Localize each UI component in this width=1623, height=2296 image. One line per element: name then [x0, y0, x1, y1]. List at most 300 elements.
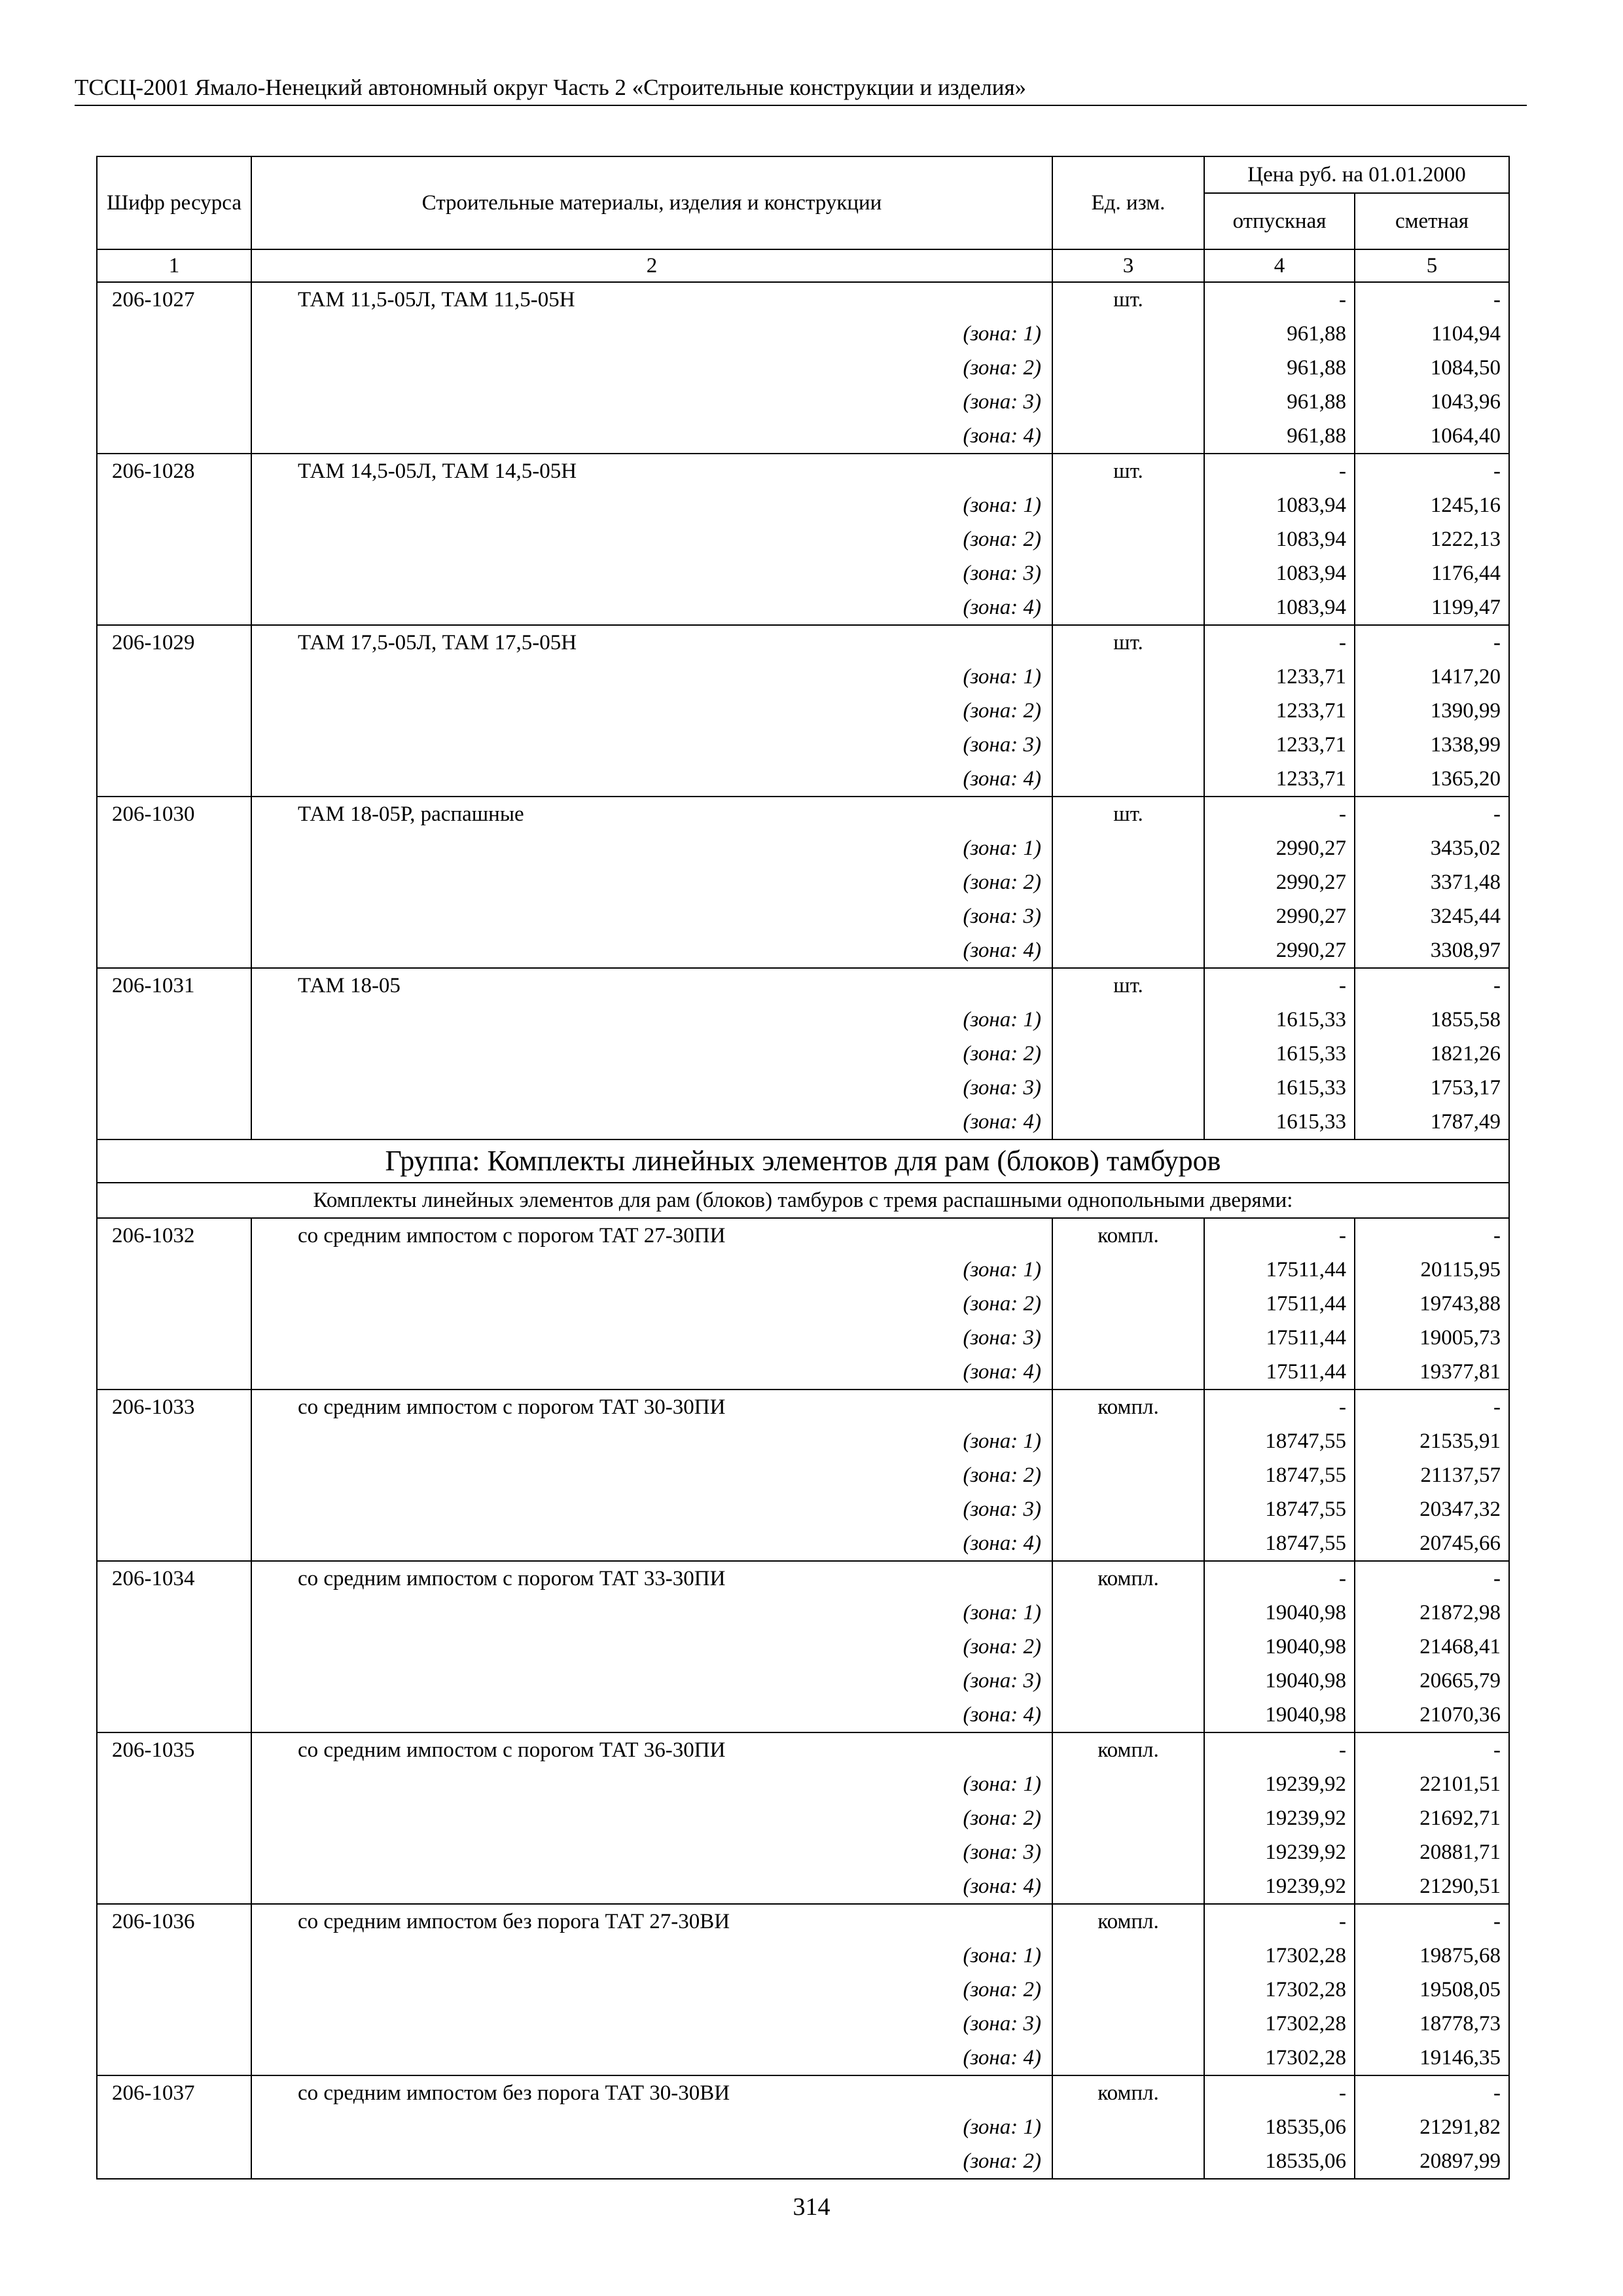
resource-code: 206-1031	[97, 968, 251, 1003]
estimate-price: 3371,48	[1355, 865, 1509, 899]
resource-row	[97, 968, 1509, 1003]
zone-label: (зона: 2)	[251, 1287, 1052, 1321]
estimate-price: -	[1355, 1390, 1509, 1424]
zone-row	[97, 865, 1509, 899]
empty-cell	[97, 1355, 251, 1390]
empty-cell	[97, 522, 251, 556]
zone-row	[97, 1664, 1509, 1698]
empty-cell	[1052, 2144, 1204, 2179]
release-price: 19239,92	[1204, 1835, 1355, 1869]
zone-label: (зона: 1)	[251, 1767, 1052, 1801]
release-price: 2990,27	[1204, 865, 1355, 899]
release-price: 17302,28	[1204, 1973, 1355, 2007]
zone-row	[97, 2144, 1509, 2179]
zone-label: (зона: 4)	[251, 1698, 1052, 1732]
resource-row	[97, 625, 1509, 660]
release-price: 1083,94	[1204, 522, 1355, 556]
zone-row	[97, 831, 1509, 865]
empty-cell	[1052, 1526, 1204, 1561]
zone-row	[97, 728, 1509, 762]
zone-label: (зона: 1)	[251, 1003, 1052, 1037]
release-price: 1615,33	[1204, 1071, 1355, 1105]
resource-code: 206-1029	[97, 625, 251, 660]
release-price: 18747,55	[1204, 1526, 1355, 1561]
estimate-price: 1064,40	[1355, 419, 1509, 454]
empty-cell	[1052, 1003, 1204, 1037]
col-number: 4	[1204, 249, 1355, 282]
estimate-price: -	[1355, 625, 1509, 660]
release-price: 19239,92	[1204, 1767, 1355, 1801]
release-price: 1233,71	[1204, 762, 1355, 797]
empty-cell	[1052, 1287, 1204, 1321]
estimate-price: 20745,66	[1355, 1526, 1509, 1561]
release-price: 18535,06	[1204, 2144, 1355, 2179]
release-price: 1615,33	[1204, 1037, 1355, 1071]
estimate-price: 20665,79	[1355, 1664, 1509, 1698]
empty-cell	[97, 762, 251, 797]
price-table	[96, 156, 1510, 2179]
zone-row	[97, 1801, 1509, 1835]
estimate-price: 19377,81	[1355, 1355, 1509, 1390]
zone-row	[97, 1253, 1509, 1287]
estimate-price: 1855,58	[1355, 1003, 1509, 1037]
estimate-price: 20347,32	[1355, 1492, 1509, 1526]
empty-cell	[97, 831, 251, 865]
estimate-price: -	[1355, 282, 1509, 317]
zone-row	[97, 899, 1509, 933]
estimate-price: -	[1355, 968, 1509, 1003]
empty-cell	[1052, 1767, 1204, 1801]
release-price: 18535,06	[1204, 2110, 1355, 2144]
zone-row	[97, 1424, 1509, 1458]
release-price: 17511,44	[1204, 1321, 1355, 1355]
release-price: 2990,27	[1204, 933, 1355, 968]
release-price: -	[1204, 968, 1355, 1003]
release-price: -	[1204, 1732, 1355, 1767]
zone-label: (зона: 3)	[251, 2007, 1052, 2041]
estimate-price: -	[1355, 797, 1509, 831]
empty-cell	[1052, 1630, 1204, 1664]
zone-label: (зона: 1)	[251, 488, 1052, 522]
empty-cell	[1052, 488, 1204, 522]
empty-cell	[1052, 865, 1204, 899]
empty-cell	[1052, 1071, 1204, 1105]
release-price: 19040,98	[1204, 1630, 1355, 1664]
empty-cell	[1052, 1664, 1204, 1698]
empty-cell	[1052, 317, 1204, 351]
resource-name: со средним импостом без порога ТАТ 30-30ВИ	[251, 2075, 1052, 2110]
zone-row	[97, 933, 1509, 968]
empty-cell	[97, 1767, 251, 1801]
release-price: 18747,55	[1204, 1458, 1355, 1492]
release-price: 1233,71	[1204, 728, 1355, 762]
empty-cell	[97, 1973, 251, 2007]
estimate-price: 3308,97	[1355, 933, 1509, 968]
resource-row	[97, 797, 1509, 831]
empty-cell	[1052, 1458, 1204, 1492]
resource-unit: компл.	[1052, 1218, 1204, 1253]
zone-label: (зона: 2)	[251, 865, 1052, 899]
col-number: 1	[97, 249, 251, 282]
zone-label: (зона: 2)	[251, 1801, 1052, 1835]
empty-cell	[97, 728, 251, 762]
empty-cell	[1052, 2041, 1204, 2075]
group-title: Группа: Комплекты линейных элементов для рам (блоков) тамбуров	[97, 1139, 1509, 1183]
estimate-price: 1753,17	[1355, 1071, 1509, 1105]
release-price: 19040,98	[1204, 1698, 1355, 1732]
col-number: 3	[1052, 249, 1204, 282]
empty-cell	[97, 1071, 251, 1105]
zone-row	[97, 590, 1509, 625]
release-price: 19239,92	[1204, 1869, 1355, 1904]
zone-row	[97, 1698, 1509, 1732]
col-header-estimate: сметная	[1355, 193, 1509, 249]
release-price: 18747,55	[1204, 1424, 1355, 1458]
zone-row	[97, 2041, 1509, 2075]
resource-unit: шт.	[1052, 282, 1204, 317]
empty-cell	[1052, 2110, 1204, 2144]
resource-name: ТАМ 14,5-05Л, ТАМ 14,5-05Н	[251, 454, 1052, 488]
estimate-price: 1338,99	[1355, 728, 1509, 762]
zone-label: (зона: 4)	[251, 762, 1052, 797]
zone-row	[97, 419, 1509, 454]
release-price: -	[1204, 797, 1355, 831]
zone-label: (зона: 1)	[251, 1596, 1052, 1630]
release-price: 17302,28	[1204, 1939, 1355, 1973]
zone-label: (зона: 3)	[251, 556, 1052, 590]
empty-cell	[97, 865, 251, 899]
zone-label: (зона: 3)	[251, 728, 1052, 762]
empty-cell	[97, 694, 251, 728]
zone-label: (зона: 4)	[251, 419, 1052, 454]
resource-unit: компл.	[1052, 2075, 1204, 2110]
release-price: 2990,27	[1204, 899, 1355, 933]
zone-label: (зона: 4)	[251, 590, 1052, 625]
group-heading	[97, 1139, 1509, 1218]
release-price: -	[1204, 1218, 1355, 1253]
estimate-price: 21070,36	[1355, 1698, 1509, 1732]
empty-cell	[1052, 1253, 1204, 1287]
empty-cell	[1052, 762, 1204, 797]
col-number: 2	[251, 249, 1052, 282]
release-price: 1615,33	[1204, 1003, 1355, 1037]
empty-cell	[1052, 1869, 1204, 1904]
empty-cell	[1052, 522, 1204, 556]
zone-row	[97, 385, 1509, 419]
zone-label: (зона: 2)	[251, 694, 1052, 728]
estimate-price: 19875,68	[1355, 1939, 1509, 1973]
resource-name: ТАМ 17,5-05Л, ТАМ 17,5-05Н	[251, 625, 1052, 660]
zone-label: (зона: 3)	[251, 1492, 1052, 1526]
zone-row	[97, 317, 1509, 351]
resource-row	[97, 2075, 1509, 2110]
zone-label: (зона: 1)	[251, 1939, 1052, 1973]
release-price: 1615,33	[1204, 1105, 1355, 1139]
estimate-price: -	[1355, 1732, 1509, 1767]
estimate-price: 21872,98	[1355, 1596, 1509, 1630]
release-price: 19239,92	[1204, 1801, 1355, 1835]
estimate-price: -	[1355, 1218, 1509, 1253]
group1-rows	[97, 282, 1509, 1139]
empty-cell	[1052, 1355, 1204, 1390]
empty-cell	[97, 1253, 251, 1287]
empty-cell	[97, 1698, 251, 1732]
estimate-price: 1417,20	[1355, 660, 1509, 694]
zone-row	[97, 1526, 1509, 1561]
estimate-price: -	[1355, 1904, 1509, 1939]
estimate-price: 1222,13	[1355, 522, 1509, 556]
resource-code: 206-1027	[97, 282, 251, 317]
resource-unit: шт.	[1052, 454, 1204, 488]
estimate-price: 20881,71	[1355, 1835, 1509, 1869]
resource-unit: компл.	[1052, 1904, 1204, 1939]
empty-cell	[97, 1630, 251, 1664]
estimate-price: 19146,35	[1355, 2041, 1509, 2075]
resource-unit: шт.	[1052, 797, 1204, 831]
resource-unit: шт.	[1052, 625, 1204, 660]
zone-label: (зона: 4)	[251, 1355, 1052, 1390]
empty-cell	[97, 1105, 251, 1139]
empty-cell	[1052, 1973, 1204, 2007]
zone-label: (зона: 1)	[251, 831, 1052, 865]
empty-cell	[1052, 694, 1204, 728]
zone-row	[97, 1287, 1509, 1321]
zone-label: (зона: 2)	[251, 1630, 1052, 1664]
col-header-unit: Ед. изм.	[1052, 156, 1204, 249]
empty-cell	[97, 419, 251, 454]
estimate-price: 1176,44	[1355, 556, 1509, 590]
empty-cell	[97, 1664, 251, 1698]
empty-cell	[1052, 1424, 1204, 1458]
group2-rows	[97, 1218, 1509, 2179]
estimate-price: 21291,82	[1355, 2110, 1509, 2144]
release-price: -	[1204, 1561, 1355, 1596]
empty-cell	[97, 933, 251, 968]
estimate-price: 21468,41	[1355, 1630, 1509, 1664]
empty-cell	[97, 2007, 251, 2041]
empty-cell	[1052, 1801, 1204, 1835]
zone-row	[97, 556, 1509, 590]
zone-label: (зона: 4)	[251, 933, 1052, 968]
empty-cell	[1052, 899, 1204, 933]
estimate-price: 1104,94	[1355, 317, 1509, 351]
empty-cell	[97, 1037, 251, 1071]
resource-code: 206-1037	[97, 2075, 251, 2110]
zone-label: (зона: 2)	[251, 2144, 1052, 2179]
estimate-price: -	[1355, 454, 1509, 488]
zone-label: (зона: 4)	[251, 1526, 1052, 1561]
page-number: 314	[793, 2193, 830, 2221]
zone-row	[97, 1630, 1509, 1664]
col-header-code: Шифр ресурса	[97, 156, 251, 249]
estimate-price: -	[1355, 1561, 1509, 1596]
release-price: 961,88	[1204, 385, 1355, 419]
empty-cell	[1052, 1037, 1204, 1071]
zone-label: (зона: 2)	[251, 1973, 1052, 2007]
empty-cell	[1052, 351, 1204, 385]
resource-unit: шт.	[1052, 968, 1204, 1003]
release-price: 961,88	[1204, 419, 1355, 454]
release-price: -	[1204, 2075, 1355, 2110]
zone-row	[97, 1105, 1509, 1139]
empty-cell	[97, 1492, 251, 1526]
empty-cell	[1052, 1105, 1204, 1139]
estimate-price: 19005,73	[1355, 1321, 1509, 1355]
running-header: ТССЦ-2001 Ямало-Ненецкий автономный округ Часть 2 «Строительные конструкции и изделия»	[75, 73, 1527, 106]
estimate-price: 3245,44	[1355, 899, 1509, 933]
release-price: 961,88	[1204, 351, 1355, 385]
empty-cell	[97, 351, 251, 385]
resource-row	[97, 1561, 1509, 1596]
resource-unit: компл.	[1052, 1561, 1204, 1596]
estimate-price: 19508,05	[1355, 1973, 1509, 2007]
zone-label: (зона: 2)	[251, 1458, 1052, 1492]
release-price: 19040,98	[1204, 1596, 1355, 1630]
zone-label: (зона: 3)	[251, 1321, 1052, 1355]
zone-row	[97, 2110, 1509, 2144]
estimate-price: 20115,95	[1355, 1253, 1509, 1287]
empty-cell	[97, 1939, 251, 1973]
release-price: 17302,28	[1204, 2041, 1355, 2075]
empty-cell	[97, 1526, 251, 1561]
estimate-price: 18778,73	[1355, 2007, 1509, 2041]
empty-cell	[97, 1835, 251, 1869]
resource-row	[97, 1904, 1509, 1939]
zone-row	[97, 1835, 1509, 1869]
zone-label: (зона: 1)	[251, 317, 1052, 351]
empty-cell	[1052, 1321, 1204, 1355]
zone-label: (зона: 2)	[251, 522, 1052, 556]
resource-name: со средним импостом с порогом ТАТ 36-30ПИ	[251, 1732, 1052, 1767]
empty-cell	[1052, 1939, 1204, 1973]
estimate-price: 21535,91	[1355, 1424, 1509, 1458]
estimate-price: 1084,50	[1355, 351, 1509, 385]
zone-label: (зона: 4)	[251, 1869, 1052, 1904]
resource-name: со средним импостом без порога ТАТ 27-30ВИ	[251, 1904, 1052, 1939]
empty-cell	[1052, 556, 1204, 590]
zone-label: (зона: 2)	[251, 1037, 1052, 1071]
zone-row	[97, 1321, 1509, 1355]
empty-cell	[97, 899, 251, 933]
zone-row	[97, 660, 1509, 694]
estimate-price: 20897,99	[1355, 2144, 1509, 2179]
empty-cell	[1052, 419, 1204, 454]
empty-cell	[97, 1287, 251, 1321]
release-price: -	[1204, 1904, 1355, 1939]
empty-cell	[97, 1424, 251, 1458]
empty-cell	[1052, 831, 1204, 865]
estimate-price: 22101,51	[1355, 1767, 1509, 1801]
zone-row	[97, 1003, 1509, 1037]
release-price: 1233,71	[1204, 694, 1355, 728]
release-price: -	[1204, 1390, 1355, 1424]
resource-row	[97, 1390, 1509, 1424]
release-price: 1083,94	[1204, 556, 1355, 590]
estimate-price: -	[1355, 2075, 1509, 2110]
zone-label: (зона: 1)	[251, 2110, 1052, 2144]
empty-cell	[1052, 728, 1204, 762]
empty-cell	[1052, 933, 1204, 968]
zone-label: (зона: 4)	[251, 2041, 1052, 2075]
zone-row	[97, 1869, 1509, 1904]
zone-label: (зона: 3)	[251, 385, 1052, 419]
zone-row	[97, 1973, 1509, 2007]
subgroup-title: Комплекты линейных элементов для рам (блоков) тамбуров с тремя распашными однопольными дверями:	[97, 1183, 1509, 1218]
resource-name: ТАМ 18-05Р, распашные	[251, 797, 1052, 831]
zone-label: (зона: 3)	[251, 1664, 1052, 1698]
zone-row	[97, 694, 1509, 728]
resource-name: со средним импостом с порогом ТАТ 33-30ПИ	[251, 1561, 1052, 1596]
empty-cell	[97, 1458, 251, 1492]
zone-label: (зона: 1)	[251, 1253, 1052, 1287]
release-price: -	[1204, 625, 1355, 660]
zone-label: (зона: 1)	[251, 660, 1052, 694]
zone-row	[97, 351, 1509, 385]
empty-cell	[97, 2041, 251, 2075]
zone-row	[97, 1037, 1509, 1071]
release-price: -	[1204, 454, 1355, 488]
estimate-price: 1043,96	[1355, 385, 1509, 419]
release-price: 961,88	[1204, 317, 1355, 351]
empty-cell	[97, 2144, 251, 2179]
estimate-price: 1390,99	[1355, 694, 1509, 728]
zone-label: (зона: 4)	[251, 1105, 1052, 1139]
resource-name: ТАМ 18-05	[251, 968, 1052, 1003]
release-price: 17511,44	[1204, 1355, 1355, 1390]
zone-row	[97, 1492, 1509, 1526]
zone-label: (зона: 3)	[251, 1071, 1052, 1105]
estimate-price: 1821,26	[1355, 1037, 1509, 1071]
estimate-price: 3435,02	[1355, 831, 1509, 865]
empty-cell	[1052, 385, 1204, 419]
zone-row	[97, 1596, 1509, 1630]
zone-row	[97, 1355, 1509, 1390]
empty-cell	[1052, 660, 1204, 694]
estimate-price: 19743,88	[1355, 1287, 1509, 1321]
col-header-release: отпускная	[1204, 193, 1355, 249]
resource-code: 206-1033	[97, 1390, 251, 1424]
release-price: 17302,28	[1204, 2007, 1355, 2041]
resource-name: со средним импостом с порогом ТАТ 30-30ПИ	[251, 1390, 1052, 1424]
zone-label: (зона: 1)	[251, 1424, 1052, 1458]
release-price: 18747,55	[1204, 1492, 1355, 1526]
estimate-price: 21692,71	[1355, 1801, 1509, 1835]
resource-code: 206-1036	[97, 1904, 251, 1939]
resource-code: 206-1034	[97, 1561, 251, 1596]
resource-row	[97, 1218, 1509, 1253]
resource-code: 206-1032	[97, 1218, 251, 1253]
empty-cell	[1052, 1492, 1204, 1526]
zone-label: (зона: 2)	[251, 351, 1052, 385]
resource-unit: компл.	[1052, 1390, 1204, 1424]
resource-code: 206-1028	[97, 454, 251, 488]
resource-name: со средним импостом с порогом ТАТ 27-30ПИ	[251, 1218, 1052, 1253]
empty-cell	[97, 1003, 251, 1037]
empty-cell	[97, 317, 251, 351]
release-price: 1083,94	[1204, 488, 1355, 522]
empty-cell	[1052, 1596, 1204, 1630]
empty-cell	[97, 488, 251, 522]
release-price: 19040,98	[1204, 1664, 1355, 1698]
release-price: 1083,94	[1204, 590, 1355, 625]
release-price: 1233,71	[1204, 660, 1355, 694]
zone-row	[97, 488, 1509, 522]
release-price: 2990,27	[1204, 831, 1355, 865]
resource-name: ТАМ 11,5-05Л, ТАМ 11,5-05Н	[251, 282, 1052, 317]
resource-row	[97, 454, 1509, 488]
empty-cell	[1052, 2007, 1204, 2041]
zone-row	[97, 522, 1509, 556]
